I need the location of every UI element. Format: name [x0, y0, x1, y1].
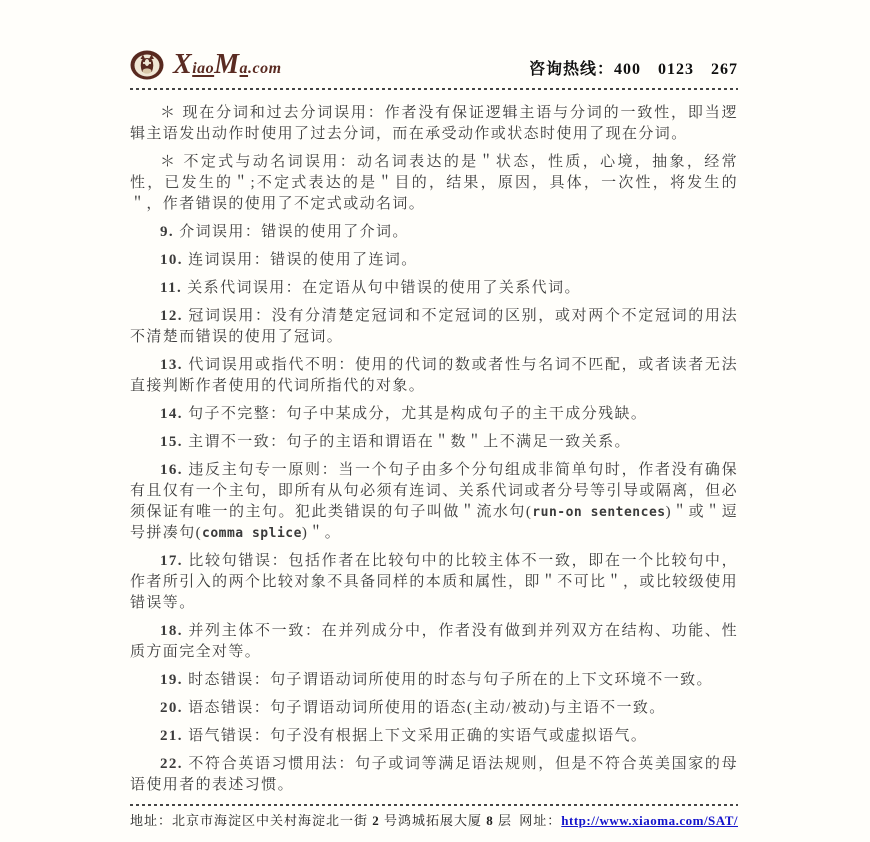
paragraph [130, 222, 738, 243]
website-link[interactable]: http://www.xiaoma.com/SAT/ [561, 813, 738, 828]
text-segment: 冠词误用：没有分清楚定冠词和不定冠词的区别，或对两个不定冠词的用法不清楚而错误的使用了冠词。 [130, 308, 738, 345]
text-segment: 20. [160, 700, 183, 716]
horse-head-icon [130, 50, 164, 80]
document-page [130, 0, 738, 829]
website [519, 810, 738, 829]
text-segment: 10. [160, 252, 183, 268]
text-segment: ＊ 现在分词和过去分词误用：作者没有保证逻辑主语与分词的一致性，即当逻辑主语发出动作时使用了过去分词，而在承受动作或状态时使用了现在分词。 [130, 105, 738, 142]
text-segment: 9. [160, 224, 175, 240]
text-segment: 18. [160, 623, 183, 639]
paragraph [130, 670, 738, 691]
text-segment: 19. [160, 672, 183, 688]
text-segment: 17. [160, 553, 183, 569]
page-footer [130, 804, 738, 829]
paragraph [130, 460, 738, 544]
text-segment: 关系代词误用：在定语从句中错误的使用了关系代词。 [182, 280, 581, 296]
text-segment: 号鸿城拓展大厦 [379, 813, 487, 828]
text-segment: 连词误用：错误的使用了连词。 [182, 252, 418, 268]
text-segment: 主谓不一致：句子的主语和谓语在＂数＂上不满足一致关系。 [182, 434, 631, 450]
text-segment: 11. [160, 280, 183, 296]
paragraph [130, 621, 738, 663]
text-segment: 16. [160, 462, 183, 478]
paragraph [130, 754, 738, 796]
paragraph [130, 698, 738, 719]
logo-letter: a [239, 60, 249, 77]
text-segment: comma splice [202, 526, 302, 541]
paragraph [130, 726, 738, 747]
logo-letter: M [214, 49, 240, 80]
paragraph [130, 404, 738, 425]
logo-wordmark [173, 51, 282, 79]
hotline [529, 56, 738, 80]
paragraph [130, 250, 738, 271]
text-segment: 语气错误：句子没有根据上下文采用正确的实语气或虚拟语气。 [182, 728, 648, 744]
text-segment: run-on sentences [532, 505, 666, 520]
text-segment: 违反主句专一原则：当一个句子由多个分句组成非简单句时，作者没有确保有且仅有一个主句，即所有从句必须有连词、关系代词或者分号等引导或隔离，但必须保证有唯一的主句。犯此类错误的句子叫做＂流水句( [130, 462, 738, 520]
text-segment: 2 [372, 813, 380, 828]
text-segment: 介词误用：错误的使用了介词。 [174, 224, 409, 240]
text-segment: 12. [160, 308, 183, 324]
paragraph [130, 278, 738, 299]
text-segment: )＂或＂逗号拼凑句( [130, 504, 739, 541]
document-body [130, 103, 738, 796]
paragraph [130, 103, 738, 145]
text-segment: 比较句错误：包括作者在比较句中的比较主体不一致，即在一个比较句中，作者所引入的两个比较对象不具备同样的本质和属性，即＂不可比＂，或比较级使用错误等。 [130, 553, 738, 611]
text-segment: 代词误用或指代不明：使用的代词的数或者性与名词不匹配，或者读者无法直接判断作者使用的代词所指代的对象。 [130, 357, 738, 394]
paragraph [130, 306, 738, 348]
text-segment: 时态错误：句子谓语动词所使用的时态与句子所在的上下文环境不一致。 [182, 672, 713, 688]
text-segment: 13. [160, 357, 183, 373]
text-segment: 14. [160, 406, 183, 422]
footer-row [130, 810, 738, 829]
text-segment: ＊ 不定式与动名词误用：动名词表达的是＂状态，性质，心境，抽象，经常性，已发生的＂;不定式表达的是＂目的，结果，原因，具体，一次性，将发生的＂，作者错误的使用了不定式或动名词。 [130, 154, 738, 212]
logo-domain-suffix: .com [248, 60, 282, 77]
hotline-number: 400 0123 267 [613, 61, 738, 78]
logo-letter: X [173, 49, 193, 80]
page-header [130, 42, 738, 80]
xiaoma-logo [130, 50, 282, 80]
text-segment: 句子不完整：句子中某成分，尤其是构成句子的主干成分残缺。 [182, 406, 648, 422]
footer-divider [130, 804, 738, 806]
text-segment: 22. [160, 756, 183, 772]
text-segment: 语态错误：句子谓语动词所使用的语态(主动/被动)与主语不一致。 [182, 700, 666, 716]
text-segment: 21. [160, 728, 183, 744]
paragraph [130, 551, 738, 614]
header-divider [130, 88, 738, 90]
hotline-label: 咨询热线： [528, 61, 614, 78]
paragraph [130, 152, 738, 215]
text-segment: 8 [486, 813, 494, 828]
paragraph [130, 432, 738, 453]
text-segment: )＂。 [301, 525, 342, 541]
website-label: 网址： [519, 813, 562, 828]
logo-letters: iao [192, 60, 215, 77]
text-segment: 不符合英语习惯用法：句子或词等满足语法规则，但是不符合英美国家的母语使用者的表述习惯。 [130, 756, 738, 793]
address-text [130, 810, 512, 829]
text-segment: 地址：北京市海淀区中关村海淀北一街 [130, 813, 373, 828]
text-segment: 15. [160, 434, 183, 450]
text-segment: 层 [493, 813, 513, 828]
text-segment: 并列主体不一致：在并列成分中，作者没有做到并列双方在结构、功能、性质方面完全对等。 [130, 623, 738, 660]
paragraph [130, 355, 738, 397]
